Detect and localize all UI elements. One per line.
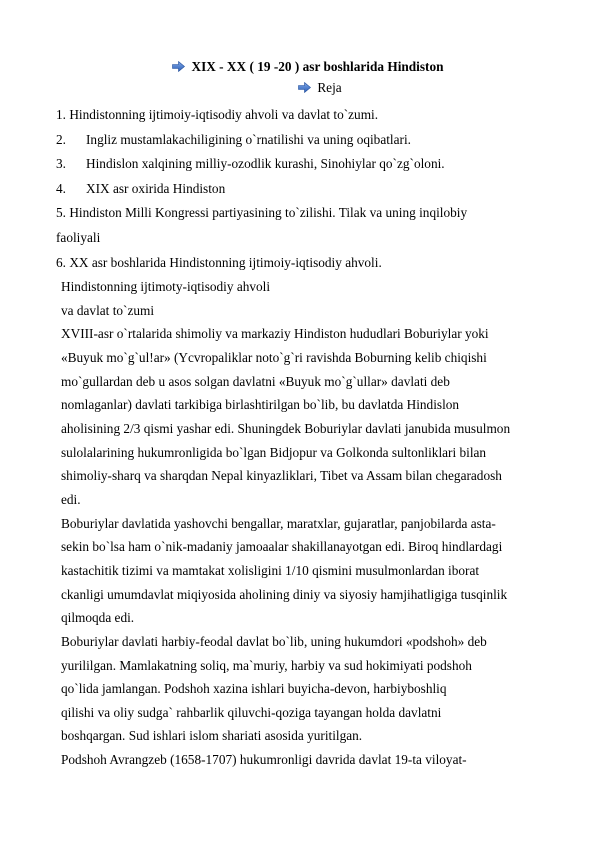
body-line: aholisining 2/3 qismi yashar edi. Shuningdek Boburiylar davlati janubida musulmon (61, 420, 511, 436)
plan-item (56, 251, 556, 276)
document-title-line (10, 59, 596, 75)
plan-item-number: 1. (56, 107, 66, 122)
plan-heading-line (22, 80, 596, 96)
plan-item-continuation (56, 226, 556, 251)
body-line: Hindistonning ijtimoty-iqtisodiy ahvoli (61, 279, 271, 294)
plan-item-text: XIX asr oxirida Hindiston (86, 180, 226, 196)
body-line: qo`lida jamlangan. Podshoh xazina ishlari buyicha-devon, harbiyboshliq (61, 681, 447, 697)
body-line: yurililgan. Mamlakatning soliq, ma`muriy, harbiy va sud hokimiyati podshoh (61, 657, 472, 673)
plan-item (56, 177, 556, 202)
body-line: va davlat to`zumi (61, 302, 155, 318)
body-line: qilishi va oliy sudga` rahbarlik qiluvchi-qoziga tayangan holda davlatni (61, 704, 442, 720)
plan-item-number: 2. (56, 131, 66, 147)
plan-heading: Reja (317, 80, 342, 95)
arrow-right-icon (298, 82, 311, 93)
plan-item-text: Hindistonning ijtimoiy-iqtisodiy ahvoli va davlat to`zumi. (69, 107, 379, 122)
body-text (61, 275, 561, 772)
body-line: Boburiylar davlatida yashovchi bengallar, maratxlar, gujaratlar, panjobilarda asta- (61, 515, 496, 531)
body-line: kastachitik tizimi va mamtakat xolisligini 1/10 qismini musulmonlardan iborat (61, 562, 480, 578)
body-line: XVIII-asr o`rtalarida shimoliy va markaziy Hindiston hududlari Boburiylar yoki (61, 326, 489, 342)
body-line: ckanligi umumdavlat miqiyosida aholining diniy va siyosiy hamjihatligiga tusqinlik (61, 586, 508, 602)
body-line: boshqargan. Sud ishlari islom shariati asosida yuritilgan. (61, 728, 363, 744)
body-line: mo`gullardan deb u asos solgan davlatni «Buyuk mo`g`ullar» davlati deb (61, 373, 450, 389)
arrow-right-icon (172, 61, 185, 72)
plan-item-text: faoliyali (56, 229, 101, 245)
plan-item (56, 103, 556, 128)
plan-item-text: XX asr boshlarida Hindistonning ijtimoiy-iqtisodiy ahvoli. (69, 254, 382, 270)
plan-item (56, 128, 556, 153)
body-line: edi. (61, 491, 81, 507)
plan-item-number: 4. (56, 180, 66, 196)
body-line: sulolalarining hukumronligida bo`lgan Bidjopur va Golkonda sultonliklari bilan (61, 444, 487, 460)
body-line: Podshoh Avrangzeb (1658-1707) hukumronligi davrida davlat 19-ta viloyat- (61, 752, 467, 768)
plan-item (56, 201, 556, 226)
plan-item (56, 152, 556, 177)
body-line: qilmoqda edi. (61, 610, 135, 626)
plan-item-text: Ingliz mustamlakachiligining o`rnatilishi va uning oqibatlari. (86, 131, 411, 147)
document-title: XIX - XX ( 19 -20 ) asr boshlarida Hindiston (191, 59, 444, 74)
body-line: sekin bo`lsa ham o`nik-madaniy jamoaalar shakillanayotgan edi. Biroq hindlardagi (61, 539, 503, 555)
plan-item-text: Hindiston Milli Kongressi partiyasining to`zilishi. Tilak va uning inqilobiy (69, 205, 468, 221)
body-line: shimoliy-sharq va sharqdan Nepal kinyazliklari, Tibet va Assam bilan chegaradosh (61, 468, 502, 484)
body-line: «Buyuk mo`g`ul!ar» (Ycvropaliklar noto`g`ri ravishda Boburning kelib chiqishi (61, 349, 487, 365)
body-line: nomlaganlar) davlati tarkibiga birlashtirilgan bo`lib, bu davlatda Hindislon (61, 397, 460, 413)
plan-item-number: 5. (56, 205, 66, 221)
plan-item-number: 6. (56, 254, 66, 270)
plan-item-number: 3. (56, 156, 66, 172)
plan-list (56, 103, 556, 275)
body-line: Boburiylar davlati harbiy-feodal davlat bo`lib, uning hukumdori «podshoh» deb (61, 633, 487, 649)
plan-item-text: Hindislon xalqining milliy-ozodlik kurashi, Sinohiylar qo`zg`oloni. (86, 156, 445, 172)
